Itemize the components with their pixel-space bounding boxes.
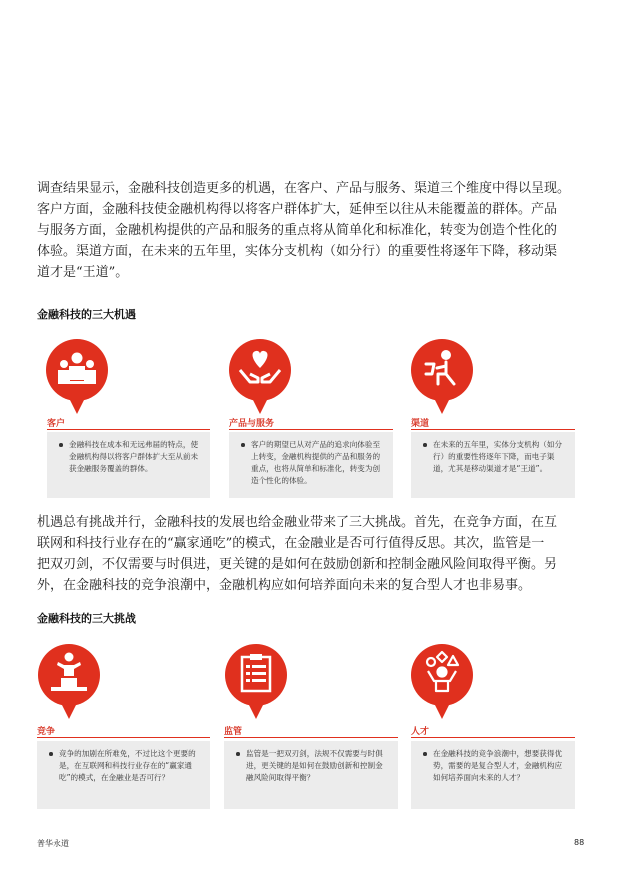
challenge-box-competition [37,741,210,809]
challenge-pin-competition [37,643,101,721]
middle-paragraph [37,512,593,596]
hands-heart-icon [228,338,292,416]
challenges-title: 金融科技的三大挑战 [37,612,136,625]
podium-winner-icon [37,643,101,721]
opportunity-label-products: 产品与服务 [229,419,275,429]
challenge-pin-talent [410,643,474,721]
opportunities-title: 金融科技的三大机遇 [37,308,136,321]
bullet [59,443,63,447]
opportunity-pin-customer [45,338,109,416]
challenge-pin-regulation [224,643,288,721]
divider [37,737,210,738]
paragraph-line: 外，在金融科技的竞争浪潮中，金融机构应如何培养面向未来的复合型人才也非易事。 [37,578,532,593]
opportunity-label-channel: 渠道 [411,419,430,429]
bullet [423,443,427,447]
opportunity-pin-products [228,338,292,416]
opportunity-box-products [229,432,393,498]
bullet [236,752,240,756]
footer-brand: 普华永道 [37,839,69,848]
challenge-box-regulation [224,741,398,809]
paragraph-line: 联网和科技行业存在的“赢家通吃”的模式，在金融业是否可行值得反思。其次，监管是一 [37,536,545,551]
challenge-box-talent [411,741,575,809]
challenge-text-competition: 竞争的加剧在所难免，不过比这个更要的是，在互联网和科技行业存在的“赢家通吃”的模式，在金融业是否可行？ [59,749,196,782]
opportunity-pin-channel [410,338,474,416]
people-group-icon [45,338,109,416]
paragraph-line: 调查结果显示，金融科技创造更多的机遇，在客户、产品与服务、渠道三个维度中得以呈现。 [37,181,571,196]
bullet [49,752,53,756]
paragraph-line: 客户方面，金融科技使金融机构得以将客户群体扩大，延伸至以往从未能覆盖的群体。产品 [37,202,558,217]
divider [229,429,393,430]
person-laptop-icon [410,338,474,416]
challenge-label-competition: 竞争 [37,727,56,737]
page-number: 88 [574,838,585,847]
paragraph-line: 与服务方面，金融机构提供的产品和服务的重点将从简单化和标准化，转变为创造个性化的 [37,223,558,238]
intro-paragraph [37,178,593,283]
paragraph-line: 道才是“王道”。 [37,265,129,280]
bullet [423,752,427,756]
divider [411,429,575,430]
bullet [241,443,245,447]
paragraph-line: 把双刃剑，不仅需要与时俱进，更关键的是如何在鼓励创新和控制金融风险间取得平衡。另 [37,557,558,572]
opportunity-text-products: 客户的期望已从对产品的追求向体验至上转变，金融机构提供的产品和服务的重点，也将从简单和标准化，转变为创造个性化的体验。 [251,440,381,485]
paragraph-line: 机遇总有挑战并行，金融科技的发展也给金融业带来了三大挑战。首先，在竞争方面，在互 [37,515,558,530]
opportunity-label-customer: 客户 [47,419,66,429]
clipboard-checklist-icon [224,643,288,721]
challenge-label-regulation: 监管 [224,727,243,737]
opportunity-box-customer [47,432,210,498]
paragraph-line: 体验。渠道方面，在未来的五年里，实体分支机构（如分行）的重要性将逐年下降，移动渠 [37,244,558,259]
divider [224,737,398,738]
opportunity-box-channel [411,432,575,498]
divider [411,737,575,738]
challenge-label-talent: 人才 [411,727,430,737]
opportunity-text-customer: 金融科技在成本和无远弗届的特点，使金融机构得以将客户群体扩大至从前未获金融服务覆盖的群体。 [69,440,199,473]
challenge-text-talent: 在金融科技的竞争浪潮中，想要获得优势，需要的是复合型人才，金融机构应如何培养面向未来的人才？ [433,749,563,782]
divider [47,429,210,430]
person-juggling-shapes-icon [410,643,474,721]
opportunity-text-channel: 在未来的五年里，实体分支机构（如分行）的重要性将逐年下降，而电子渠道，尤其是移动渠道才是“王道”。 [433,440,563,473]
challenge-text-regulation: 监管是一把双刃剑，法规不仅需要与时俱进，更关键的是如何在鼓励创新和控制金融风险间取得平衡？ [246,749,383,782]
